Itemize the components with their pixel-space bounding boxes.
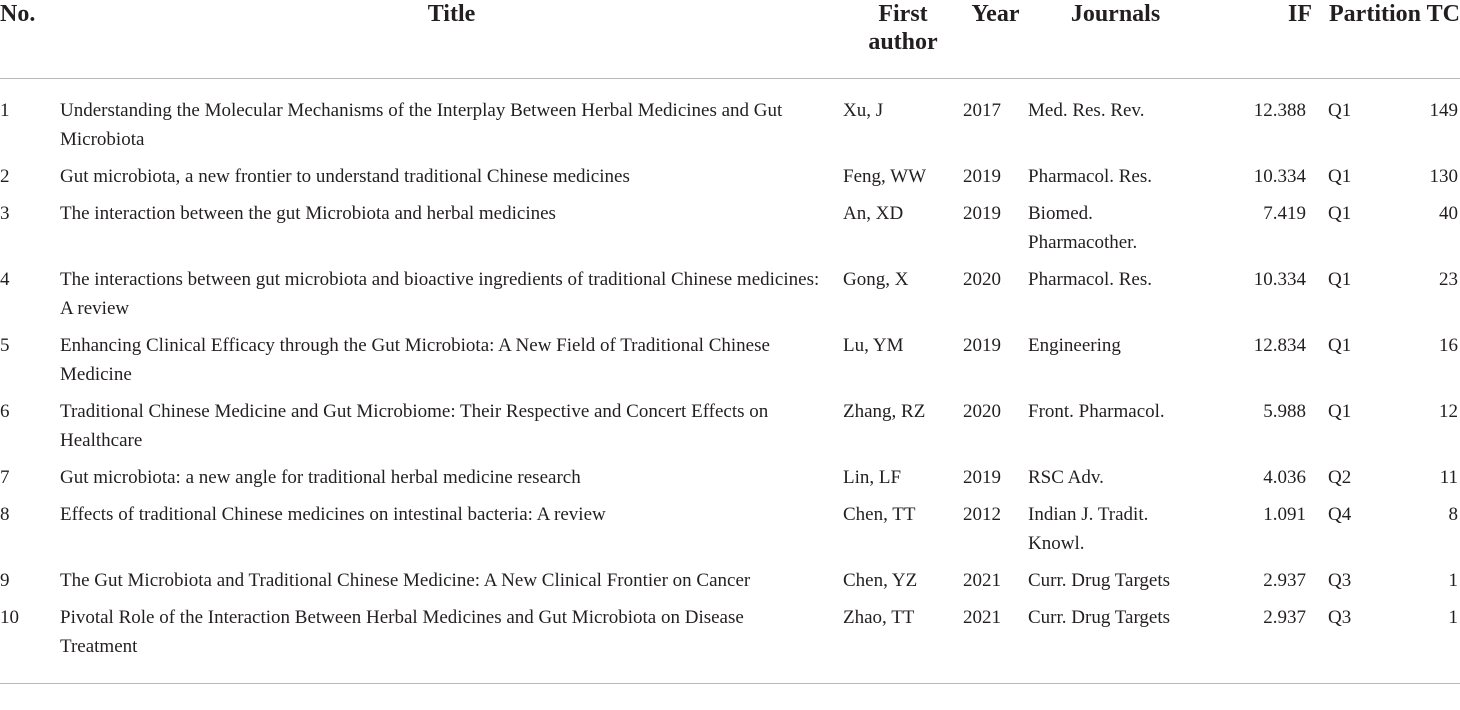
cell-impact-factor: 10.334 (1253, 166, 1306, 187)
cell-journal: Curr. Drug Targets (1028, 603, 1203, 684)
cell-partition: Q4 (1328, 504, 1352, 525)
cell-first-author: Chen, YZ (843, 570, 918, 591)
cell-partition: Q1 (1328, 203, 1352, 224)
cell-journal: Biomed. Pharmacother. (1028, 203, 1138, 253)
table-row (0, 265, 1460, 331)
cell-first-author: Lu, YM (843, 335, 904, 356)
cell-first-author: Zhao, TT (843, 603, 963, 684)
cell-year: 2012 (963, 504, 1001, 525)
cell-journal: Indian J. Tradit. Knowl. (1028, 504, 1149, 554)
cell-first-author: An, XD (843, 203, 904, 224)
cell-title: Traditional Chinese Medicine and Gut Microbiome: Their Respective and Concert Effects on Healthcare (60, 401, 769, 451)
cell-year: 2019 (963, 467, 1001, 488)
cell-first-author: Zhang, RZ (843, 401, 926, 422)
cell-title: Pivotal Role of the Interaction Between Herbal Medicines and Gut Microbiota on Disease Treatment (60, 603, 843, 684)
cell-impact-factor: 12.388 (1253, 100, 1306, 121)
table-row (0, 331, 1460, 397)
cell-title: Gut microbiota: a new angle for traditional herbal medicine research (60, 467, 581, 488)
cell-first-author: Feng, WW (843, 166, 927, 187)
cell-no: 6 (0, 401, 10, 422)
cell-no: 9 (0, 570, 10, 591)
cell-impact-factor: 1.091 (1263, 504, 1306, 525)
cell-impact-factor: 7.419 (1263, 203, 1306, 224)
table-row (0, 500, 1460, 566)
cell-journal: Med. Res. Rev. (1028, 100, 1145, 121)
cell-partition: Q1 (1328, 269, 1352, 290)
cell-journal: Front. Pharmacol. (1028, 401, 1165, 422)
cell-year: 2020 (963, 401, 1001, 422)
cell-no: 5 (0, 335, 10, 356)
cell-total-citations: 11 (1439, 467, 1458, 488)
header-tc: TC (1423, 0, 1460, 79)
cell-no: 10 (0, 603, 60, 684)
cell-journal: Pharmacol. Res. (1028, 269, 1153, 290)
cell-title: Gut microbiota, a new frontier to understand traditional Chinese medicines (60, 166, 630, 187)
table-row (0, 603, 1460, 684)
cell-total-citations: 130 (1429, 166, 1458, 187)
cell-no: 4 (0, 269, 10, 290)
cell-no: 8 (0, 504, 10, 525)
cell-partition: Q2 (1328, 467, 1352, 488)
table-row (0, 199, 1460, 265)
table-header (0, 0, 1460, 79)
cell-impact-factor: 12.834 (1253, 335, 1306, 356)
cell-journal: RSC Adv. (1028, 467, 1104, 488)
table-row (0, 463, 1460, 500)
cell-title: Enhancing Clinical Efficacy through the Gut Microbiota: A New Field of Traditional Chinese Medicine (60, 335, 770, 385)
cell-impact-factor: 2.937 (1263, 570, 1306, 591)
cell-partition: Q3 (1328, 603, 1423, 684)
cell-total-citations: 149 (1429, 100, 1458, 121)
cell-total-citations: 16 (1439, 335, 1458, 356)
cell-title: The interaction between the gut Microbiota and herbal medicines (60, 203, 556, 224)
cell-first-author: Chen, TT (843, 504, 916, 525)
cell-year: 2019 (963, 335, 1001, 356)
cell-year: 2020 (963, 269, 1001, 290)
header-row (0, 0, 1460, 79)
cell-total-citations: 23 (1439, 269, 1458, 290)
cell-year: 2019 (963, 203, 1001, 224)
table-row (0, 397, 1460, 463)
cell-first-author: Lin, LF (843, 467, 902, 488)
cell-first-author: Xu, J (843, 100, 884, 121)
table-row (0, 162, 1460, 199)
cell-partition: Q1 (1328, 166, 1352, 187)
header-no: No. (0, 0, 60, 79)
cell-total-citations: 8 (1448, 504, 1458, 525)
cell-title: The Gut Microbiota and Traditional Chinese Medicine: A New Clinical Frontier on Cancer (60, 570, 751, 591)
cell-journal: Pharmacol. Res. (1028, 166, 1153, 187)
cell-journal: Curr. Drug Targets (1028, 570, 1171, 591)
header-year: Year (963, 0, 1028, 79)
cell-partition: Q1 (1328, 335, 1352, 356)
table-row (0, 566, 1460, 603)
header-if: IF (1203, 0, 1328, 79)
cell-first-author: Gong, X (843, 269, 909, 290)
cell-year: 2021 (963, 570, 1001, 591)
cell-total-citations: 12 (1439, 401, 1458, 422)
cell-impact-factor: 5.988 (1263, 401, 1306, 422)
cell-total-citations: 1 (1423, 603, 1460, 684)
cell-impact-factor: 4.036 (1263, 467, 1306, 488)
cell-title: The interactions between gut microbiota and bioactive ingredients of traditional Chinese medicines: A review (60, 269, 820, 319)
cell-partition: Q1 (1328, 401, 1352, 422)
cell-no: 2 (0, 166, 10, 187)
cell-total-citations: 1 (1448, 570, 1458, 591)
cell-title: Understanding the Molecular Mechanisms of the Interplay Between Herbal Medicines and Gut Microbiota (60, 100, 783, 150)
cell-partition: Q3 (1328, 570, 1352, 591)
header-journals: Journals (1028, 0, 1203, 79)
table-row (0, 79, 1460, 163)
cell-journal: Engineering (1028, 335, 1121, 356)
cell-no: 7 (0, 467, 10, 488)
cell-no: 3 (0, 203, 10, 224)
cell-impact-factor: 2.937 (1203, 603, 1328, 684)
cell-impact-factor: 10.334 (1253, 269, 1306, 290)
cell-partition: Q1 (1328, 100, 1352, 121)
cell-total-citations: 40 (1439, 203, 1458, 224)
cell-year: 2019 (963, 166, 1001, 187)
cell-year: 2017 (963, 100, 1001, 121)
header-first-author: First author (843, 0, 963, 79)
cell-title: Effects of traditional Chinese medicines on intestinal bacteria: A review (60, 504, 606, 525)
cell-year: 2021 (963, 603, 1028, 684)
table-body (0, 79, 1460, 684)
header-partition: Partition (1328, 0, 1423, 79)
cell-no: 1 (0, 100, 10, 121)
header-title: Title (60, 0, 843, 79)
